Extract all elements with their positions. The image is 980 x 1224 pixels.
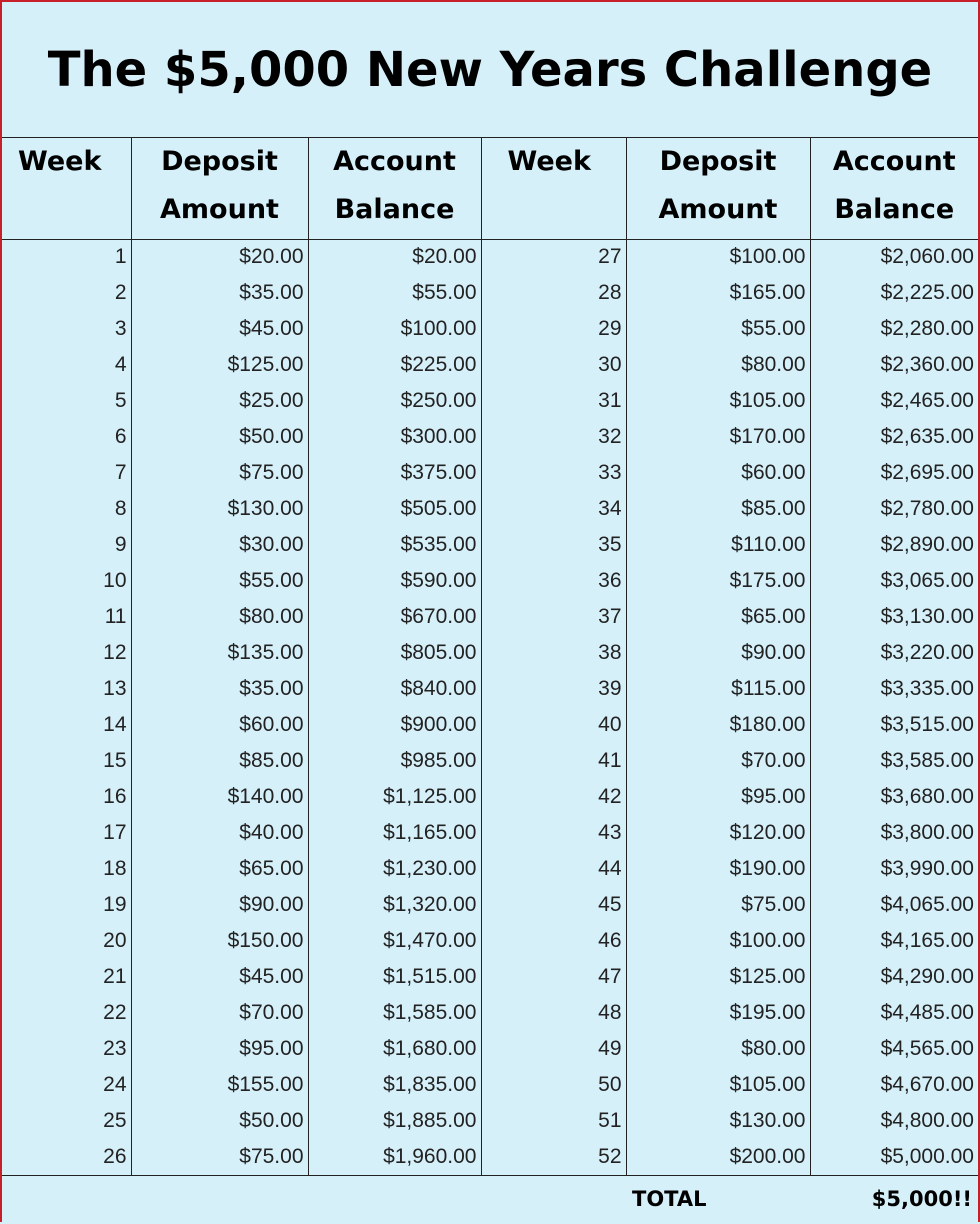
week-cell: 13 — [103, 677, 127, 700]
week-cell: 35 — [481, 527, 626, 563]
balance-cell: $2,695.00 — [810, 455, 978, 491]
header-row — [2, 138, 978, 239]
balance-cell: $3,990.00 — [810, 851, 978, 887]
deposit-cell: $75.00 — [131, 1139, 308, 1175]
week-cell: 44 — [481, 851, 626, 887]
week-cell: 24 — [103, 1073, 127, 1096]
week-cell: 32 — [481, 419, 626, 455]
balance-cell: $3,585.00 — [810, 743, 978, 779]
week-cell: 31 — [481, 383, 626, 419]
week-cell: 17 — [103, 821, 127, 844]
week-cell: 21 — [103, 965, 127, 988]
balance-cell: $55.00 — [308, 275, 481, 311]
balance-cell: $1,470.00 — [308, 923, 481, 959]
week-cell: 9 — [114, 533, 127, 556]
table-row — [2, 275, 978, 311]
balance-cell: $535.00 — [308, 527, 481, 563]
week-cell: 10 — [103, 569, 127, 592]
table-row — [2, 419, 978, 455]
week-cell: 27 — [481, 239, 626, 275]
week-cell: 39 — [481, 671, 626, 707]
header-deposit-left: Deposit Amount — [131, 138, 308, 239]
week-cell: 42 — [481, 779, 626, 815]
balance-cell: $1,125.00 — [308, 779, 481, 815]
week-cell: 46 — [481, 923, 626, 959]
deposit-cell: $90.00 — [626, 635, 810, 671]
table-row — [2, 995, 978, 1031]
balance-cell: $3,130.00 — [810, 599, 978, 635]
balance-cell: $2,890.00 — [810, 527, 978, 563]
deposit-cell: $80.00 — [626, 347, 810, 383]
balance-cell: $1,885.00 — [308, 1103, 481, 1139]
balance-cell: $4,670.00 — [810, 1067, 978, 1103]
balance-cell: $20.00 — [308, 239, 481, 275]
table-row — [2, 527, 978, 563]
deposit-cell: $80.00 — [626, 1031, 810, 1067]
deposit-cell: $110.00 — [626, 527, 810, 563]
week-cell: 51 — [481, 1103, 626, 1139]
week-cell: 52 — [481, 1139, 626, 1175]
deposit-cell: $30.00 — [131, 527, 308, 563]
deposit-cell: $150.00 — [131, 923, 308, 959]
balance-cell: $590.00 — [308, 563, 481, 599]
deposit-cell: $45.00 — [131, 959, 308, 995]
week-cell: 30 — [481, 347, 626, 383]
table-row — [2, 563, 978, 599]
deposit-cell: $195.00 — [626, 995, 810, 1031]
table-body — [2, 239, 978, 1175]
deposit-cell: $170.00 — [626, 419, 810, 455]
table-row — [2, 887, 978, 923]
table-row — [2, 1031, 978, 1067]
week-cell: 11 — [104, 605, 127, 628]
balance-cell: $250.00 — [308, 383, 481, 419]
week-cell: 26 — [2, 1139, 131, 1175]
week-cell: 7 — [114, 461, 127, 484]
deposit-cell: $45.00 — [131, 311, 308, 347]
balance-cell: $4,290.00 — [810, 959, 978, 995]
deposit-cell: $190.00 — [626, 851, 810, 887]
week-cell: 15 — [103, 749, 127, 772]
balance-cell: $1,230.00 — [308, 851, 481, 887]
balance-cell: $4,165.00 — [810, 923, 978, 959]
week-cell: 38 — [481, 635, 626, 671]
deposit-cell: $55.00 — [131, 563, 308, 599]
balance-cell: $1,835.00 — [308, 1067, 481, 1103]
header-week-right: Week — [481, 138, 626, 239]
balance-cell: $4,565.00 — [810, 1031, 978, 1067]
deposit-cell: $125.00 — [626, 959, 810, 995]
deposit-cell: $165.00 — [626, 275, 810, 311]
deposit-cell: $75.00 — [626, 887, 810, 923]
week-cell: 20 — [103, 929, 127, 952]
deposit-cell: $70.00 — [626, 743, 810, 779]
week-cell: 47 — [481, 959, 626, 995]
deposit-cell: $55.00 — [626, 311, 810, 347]
deposit-cell: $65.00 — [626, 599, 810, 635]
deposit-cell: $105.00 — [626, 383, 810, 419]
deposit-cell: $115.00 — [626, 671, 810, 707]
balance-cell: $900.00 — [308, 707, 481, 743]
table-row — [2, 743, 978, 779]
table-row — [2, 455, 978, 491]
deposit-cell: $95.00 — [626, 779, 810, 815]
deposit-cell: $35.00 — [131, 671, 308, 707]
total-row — [2, 1179, 978, 1224]
table-row — [2, 347, 978, 383]
deposit-cell: $125.00 — [131, 347, 308, 383]
week-cell: 33 — [481, 455, 626, 491]
deposit-cell: $75.00 — [131, 455, 308, 491]
balance-cell: $1,515.00 — [308, 959, 481, 995]
balance-cell: $505.00 — [308, 491, 481, 527]
week-cell: 4 — [114, 353, 127, 376]
deposit-cell: $200.00 — [626, 1139, 810, 1175]
balance-cell: $3,680.00 — [810, 779, 978, 815]
week-cell: 50 — [481, 1067, 626, 1103]
balance-cell: $3,800.00 — [810, 815, 978, 851]
week-cell: 41 — [481, 743, 626, 779]
table-row — [2, 635, 978, 671]
table-row — [2, 959, 978, 995]
week-cell: 43 — [481, 815, 626, 851]
deposit-cell: $140.00 — [131, 779, 308, 815]
balance-cell: $4,800.00 — [810, 1103, 978, 1139]
header-week-left: Week — [2, 138, 131, 239]
balance-cell: $3,065.00 — [810, 563, 978, 599]
week-cell: 45 — [481, 887, 626, 923]
balance-cell: $985.00 — [308, 743, 481, 779]
deposit-cell: $130.00 — [626, 1103, 810, 1139]
balance-cell: $670.00 — [308, 599, 481, 635]
week-cell: 3 — [114, 317, 127, 340]
balance-cell: $2,465.00 — [810, 383, 978, 419]
deposit-cell: $180.00 — [626, 707, 810, 743]
sheet-title: The $5,000 New Years Challenge — [2, 2, 978, 138]
balance-cell: $2,780.00 — [810, 491, 978, 527]
balance-cell: $1,165.00 — [308, 815, 481, 851]
balance-cell: $805.00 — [308, 635, 481, 671]
savings-table — [2, 138, 978, 1176]
balance-cell: $1,585.00 — [308, 995, 481, 1031]
balance-cell: $3,515.00 — [810, 707, 978, 743]
deposit-cell: $100.00 — [626, 239, 810, 275]
week-cell: 28 — [481, 275, 626, 311]
balance-cell: $2,280.00 — [810, 311, 978, 347]
table-row — [2, 851, 978, 887]
balance-cell: $2,225.00 — [810, 275, 978, 311]
balance-cell: $225.00 — [308, 347, 481, 383]
table-row — [2, 671, 978, 707]
table-row — [2, 923, 978, 959]
deposit-cell: $175.00 — [626, 563, 810, 599]
deposit-cell: $25.00 — [131, 383, 308, 419]
balance-cell: $375.00 — [308, 455, 481, 491]
week-cell: 16 — [103, 785, 127, 808]
table-row — [2, 239, 978, 275]
balance-cell: $3,220.00 — [810, 635, 978, 671]
deposit-cell: $95.00 — [131, 1031, 308, 1067]
balance-cell: $2,635.00 — [810, 419, 978, 455]
deposit-cell: $100.00 — [626, 923, 810, 959]
balance-cell: $300.00 — [308, 419, 481, 455]
balance-cell: $2,360.00 — [810, 347, 978, 383]
deposit-cell: $130.00 — [131, 491, 308, 527]
table-row — [2, 491, 978, 527]
week-cell: 14 — [103, 713, 127, 736]
deposit-cell: $120.00 — [626, 815, 810, 851]
table-row — [2, 707, 978, 743]
deposit-cell: $80.00 — [131, 599, 308, 635]
week-cell: 12 — [103, 641, 127, 664]
week-cell: 49 — [481, 1031, 626, 1067]
balance-cell: $100.00 — [308, 311, 481, 347]
week-cell: 25 — [103, 1109, 127, 1132]
deposit-cell: $155.00 — [131, 1067, 308, 1103]
table-row — [2, 1067, 978, 1103]
deposit-cell: $105.00 — [626, 1067, 810, 1103]
deposit-cell: $50.00 — [131, 1103, 308, 1139]
balance-cell: $2,060.00 — [810, 239, 978, 275]
table-row — [2, 311, 978, 347]
table-row — [2, 383, 978, 419]
table-row — [2, 779, 978, 815]
balance-cell: $4,065.00 — [810, 887, 978, 923]
deposit-cell: $65.00 — [131, 851, 308, 887]
week-cell: 6 — [114, 425, 127, 448]
deposit-cell: $40.00 — [131, 815, 308, 851]
header-balance-left: Account Balance — [308, 138, 481, 239]
week-cell: 2 — [114, 281, 127, 304]
deposit-cell: $50.00 — [131, 419, 308, 455]
header-balance-right: Account Balance — [810, 138, 978, 239]
balance-cell: $5,000.00 — [810, 1139, 978, 1175]
week-cell: 22 — [103, 1001, 127, 1024]
week-cell: 1 — [114, 245, 127, 269]
balance-cell: $1,320.00 — [308, 887, 481, 923]
week-cell: 48 — [481, 995, 626, 1031]
balance-cell: $840.00 — [308, 671, 481, 707]
balance-cell: $1,960.00 — [308, 1139, 481, 1175]
week-cell: 8 — [114, 497, 127, 520]
table-row — [2, 815, 978, 851]
header-deposit-right: Deposit Amount — [626, 138, 810, 239]
deposit-cell: $20.00 — [131, 239, 308, 275]
deposit-cell: $70.00 — [131, 995, 308, 1031]
week-cell: 36 — [481, 563, 626, 599]
table-row — [2, 1103, 978, 1139]
week-cell: 23 — [103, 1037, 127, 1060]
balance-cell: $4,485.00 — [810, 995, 978, 1031]
total-label: TOTAL — [632, 1187, 707, 1211]
total-value: $5,000!! — [871, 1187, 972, 1211]
deposit-cell: $60.00 — [131, 707, 308, 743]
deposit-cell: $85.00 — [626, 491, 810, 527]
deposit-cell: $85.00 — [131, 743, 308, 779]
table-row — [2, 599, 978, 635]
week-cell: 5 — [114, 389, 127, 412]
week-cell: 29 — [481, 311, 626, 347]
deposit-cell: $90.00 — [131, 887, 308, 923]
week-cell: 19 — [103, 893, 127, 916]
deposit-cell: $60.00 — [626, 455, 810, 491]
week-cell: 18 — [103, 857, 127, 880]
table-row — [2, 1139, 978, 1175]
week-cell: 40 — [481, 707, 626, 743]
deposit-cell: $135.00 — [131, 635, 308, 671]
deposit-cell: $35.00 — [131, 275, 308, 311]
week-cell: 37 — [481, 599, 626, 635]
balance-cell: $1,680.00 — [308, 1031, 481, 1067]
week-cell: 34 — [481, 491, 626, 527]
balance-cell: $3,335.00 — [810, 671, 978, 707]
